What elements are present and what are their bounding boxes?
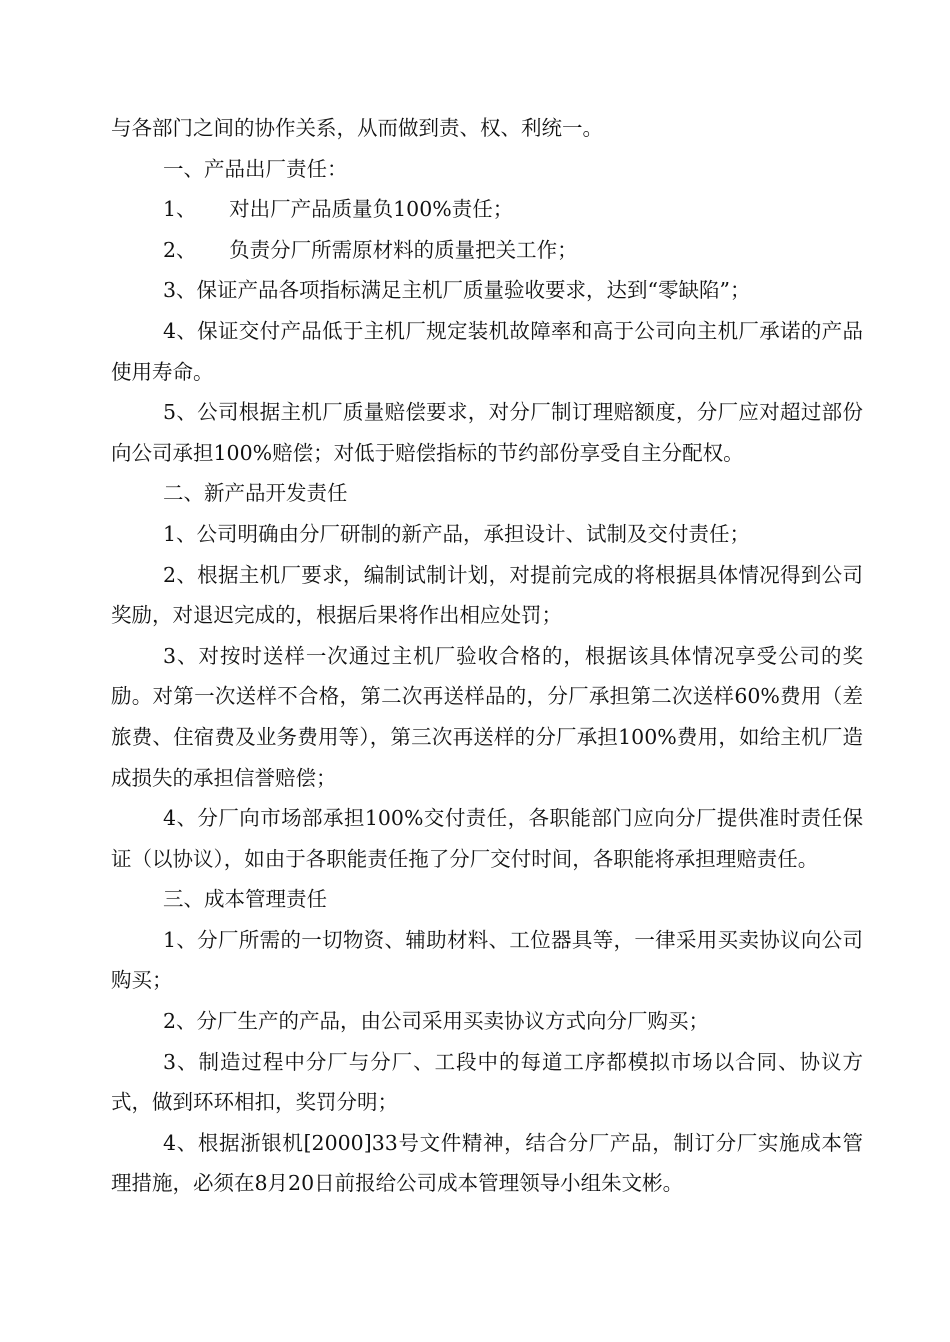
- list-item-cost-3: 3、制造过程中分厂与分厂、工段中的每道工序都模拟市场以合同、协议方式，做到环环相扣，奖罚分明；: [111, 1049, 863, 1115]
- section-heading-cost-management: 三、成本管理责任: [163, 887, 327, 912]
- list-item-cost-2: 2、分厂生产的产品，由公司采用买卖协议方式向分厂购买；: [163, 1009, 710, 1034]
- list-item-product-3: 3、保证产品各项指标满足主机厂质量验收要求，达到“零缺陷”；: [163, 278, 751, 303]
- list-item-product-1: 1、 对出厂产品质量负100%责任；: [163, 197, 514, 222]
- document-page: [111, 108, 863, 1204]
- list-item-new-product-3: 3、对按时送样一次通过主机厂验收合格的，根据该具体情况享受公司的奖励。对第一次送样不合格，第二次再送样品的，分厂承担第二次送样60%费用（差旅费、住宿费及业务费用等），第三次再送样的分厂承担100%费用，如给主机厂造成损失的承担信誉赔偿；: [111, 643, 863, 790]
- list-item-cost-4: 4、根据浙银机[2000]33号文件精神，结合分厂产品，制订分厂实施成本管理措施，必须在8月20日前报给公司成本管理领导小组朱文彬。: [111, 1130, 863, 1196]
- list-item-product-5: 5、公司根据主机厂质量赔偿要求，对分厂制订理赔额度，分厂应对超过部份向公司承担100%赔偿；对低于赔偿指标的节约部份享受自主分配权。: [111, 400, 863, 465]
- list-item-new-product-2: 2、根据主机厂要求，编制试制计划，对提前完成的将根据具体情况得到公司奖励，对退迟完成的，根据后果将作出相应处罚；: [111, 562, 863, 628]
- section-heading-product-responsibility: 一、产品出厂责任：: [163, 156, 348, 181]
- list-item-product-2: 2、 负责分厂所需原材料的质量把关工作；: [163, 237, 578, 262]
- list-item-product-4: 4、保证交付产品低于主机厂规定装机故障率和高于公司向主机厂承诺的产品使用寿命。: [111, 318, 863, 384]
- list-item-cost-1: 1、分厂所需的一切物资、辅助材料、工位器具等，一律采用买卖协议向公司购买；: [111, 927, 863, 993]
- section-heading-new-product: 二、新产品开发责任: [163, 481, 348, 506]
- list-item-new-product-1: 1、公司明确由分厂研制的新产品，承担设计、试制及交付责任；: [163, 521, 751, 546]
- paragraph-intro-continuation: 与各部门之间的协作关系，从而做到责、权、利统一。: [111, 116, 603, 140]
- list-item-new-product-4: 4、分厂向市场部承担100%交付责任，各职能部门应向分厂提供准时责任保证（以协议），如由于各职能责任拖了分厂交付时间，各职能将承担理赔责任。: [111, 806, 863, 871]
